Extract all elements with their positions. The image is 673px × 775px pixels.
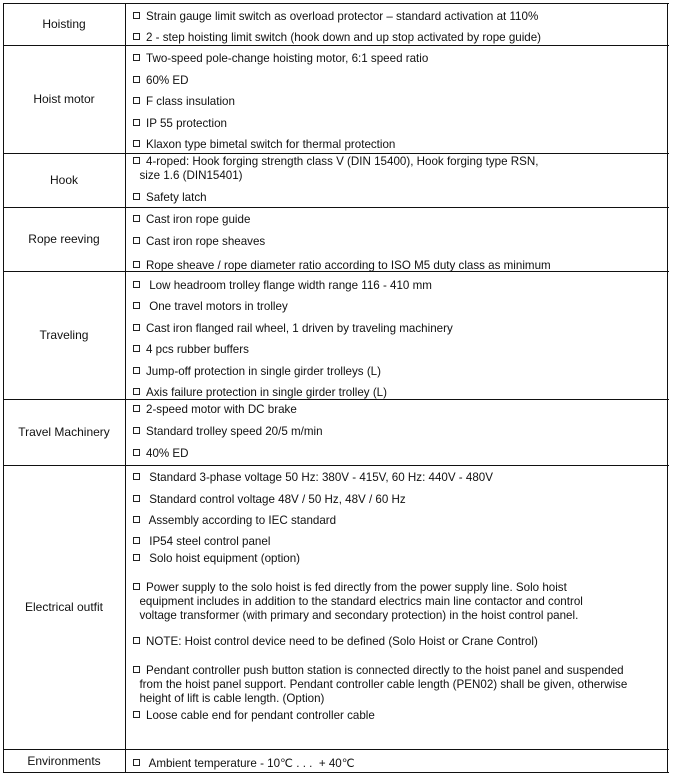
list-item xyxy=(133,343,663,357)
checkbox-square-icon xyxy=(133,637,140,644)
list-item xyxy=(133,52,663,66)
item-text: Rope sheave / rope diameter ratio according to ISO M5 duty class as minimum xyxy=(146,259,551,272)
item-text: 40% ED xyxy=(146,447,189,460)
row-divider xyxy=(3,271,669,272)
checkbox-square-icon xyxy=(133,427,140,434)
item-list xyxy=(127,465,669,749)
item-text: Standard trolley speed 20/5 m/min xyxy=(146,425,323,438)
checkbox-square-icon xyxy=(133,157,140,164)
list-item xyxy=(133,493,663,507)
table-row xyxy=(3,465,669,749)
category-label: Hoist motor xyxy=(33,92,95,106)
list-item xyxy=(133,191,663,205)
column-divider xyxy=(667,3,668,773)
spec-table xyxy=(3,3,669,773)
column-divider xyxy=(125,3,126,773)
list-item xyxy=(133,447,663,461)
item-text: Cast iron rope guide xyxy=(146,213,251,226)
row-divider xyxy=(3,399,669,400)
table-row xyxy=(3,399,669,465)
checkbox-square-icon xyxy=(133,537,140,544)
checkbox-square-icon xyxy=(133,302,140,309)
list-item xyxy=(133,425,663,439)
item-text: F class insulation xyxy=(146,95,235,108)
table-row xyxy=(3,45,669,153)
checkbox-square-icon xyxy=(133,405,140,412)
list-item xyxy=(133,581,663,623)
category-label: Rope reeving xyxy=(28,232,100,246)
list-item xyxy=(133,117,663,131)
table-row xyxy=(3,749,669,773)
checkbox-square-icon xyxy=(133,215,140,222)
list-item xyxy=(133,664,663,706)
item-text: Standard 3-phase voltage 50 Hz: 380V - 415V, 60 Hz: 440V - 480V xyxy=(146,471,493,484)
item-list xyxy=(127,3,669,45)
checkbox-square-icon xyxy=(133,76,140,83)
list-item xyxy=(133,709,663,723)
list-item xyxy=(133,514,663,528)
category-label: Environments xyxy=(27,754,101,768)
category-label: Travel Machinery xyxy=(18,425,110,439)
item-text: Ambient temperature - 10℃ . . . + 40℃ xyxy=(146,757,355,770)
item-text: One travel motors in trolley xyxy=(146,300,288,313)
row-divider xyxy=(3,3,669,4)
item-text: 4 pcs rubber buffers xyxy=(146,343,249,356)
item-text: Strain gauge limit switch as overload protector – standard activation at 110% xyxy=(146,10,539,23)
item-text: Power supply to the solo hoist is fed directly from the power supply line. Solo hoist equipment includes in addition to the standard electrics main line contactor and control voltage transformer (with primary and secondary protection) in the hoist control panel. xyxy=(139,581,583,622)
list-item xyxy=(133,95,663,109)
item-text: Safety latch xyxy=(146,191,207,204)
list-item xyxy=(133,552,663,566)
table-row xyxy=(3,207,669,271)
category-label: Hoisting xyxy=(42,17,86,31)
checkbox-square-icon xyxy=(133,324,140,331)
list-item xyxy=(133,155,663,183)
list-item xyxy=(133,757,663,771)
item-text: IP54 steel control panel xyxy=(146,535,271,548)
item-text: 2 - step hoisting limit switch (hook down and up stop activated by rope guide) xyxy=(146,31,542,44)
list-item xyxy=(133,31,663,45)
checkbox-square-icon xyxy=(133,554,140,561)
item-text: Axis failure protection in single girder trolley (L) xyxy=(146,386,387,399)
table-row xyxy=(3,153,669,207)
row-divider xyxy=(3,465,669,466)
list-item xyxy=(133,322,663,336)
list-item xyxy=(133,279,663,293)
checkbox-square-icon xyxy=(133,516,140,523)
list-item xyxy=(133,635,663,649)
checkbox-square-icon xyxy=(133,193,140,200)
checkbox-square-icon xyxy=(133,495,140,502)
item-text: Low headroom trolley flange width range 116 - 410 mm xyxy=(146,279,432,292)
category-label: Electrical outfit xyxy=(24,600,104,614)
checkbox-square-icon xyxy=(133,449,140,456)
list-item xyxy=(133,235,663,249)
item-text: Loose cable end for pendant controller cable xyxy=(146,709,375,722)
list-item xyxy=(133,10,663,24)
checkbox-square-icon xyxy=(133,759,140,766)
item-text: Assembly according to IEC standard xyxy=(146,514,337,527)
row-divider xyxy=(3,749,669,750)
row-divider xyxy=(3,45,669,46)
row-divider xyxy=(3,153,669,154)
item-text: Cast iron flanged rail wheel, 1 driven by traveling machinery xyxy=(146,322,453,335)
table-row xyxy=(3,3,669,45)
checkbox-square-icon xyxy=(133,666,140,673)
list-item xyxy=(133,403,663,417)
row-divider xyxy=(3,207,669,208)
item-text: NOTE: Hoist control device need to be defined (Solo Hoist or Crane Control) xyxy=(146,635,538,648)
item-text: 4-roped: Hook forging strength class V (DIN 15400), Hook forging type RSN, size 1.6 (DIN15401) xyxy=(139,155,539,182)
row-divider xyxy=(3,772,669,773)
item-list xyxy=(127,271,669,399)
item-text: Pendant controller push button station is connected directly to the hoist panel and suspended from the hoist panel support. Pendant controller cable length (PEN02) shall be given, otherwise height of lift is cable length. (Option) xyxy=(139,664,628,705)
checkbox-square-icon xyxy=(133,473,140,480)
checkbox-square-icon xyxy=(133,237,140,244)
list-item xyxy=(133,471,663,485)
item-text: Cast iron rope sheaves xyxy=(146,235,266,248)
item-text: Standard control voltage 48V / 50 Hz, 48V / 60 Hz xyxy=(146,493,406,506)
item-text: 60% ED xyxy=(146,74,189,87)
item-text: 2-speed motor with DC brake xyxy=(146,403,297,416)
column-divider xyxy=(3,3,4,773)
checkbox-square-icon xyxy=(133,12,140,19)
item-text: Klaxon type bimetal switch for thermal protection xyxy=(146,138,396,151)
checkbox-square-icon xyxy=(133,97,140,104)
item-text: IP 55 protection xyxy=(146,117,227,130)
item-list xyxy=(127,749,669,773)
item-list xyxy=(127,207,669,271)
checkbox-square-icon xyxy=(133,345,140,352)
item-text: Solo hoist equipment (option) xyxy=(146,552,301,565)
list-item xyxy=(133,74,663,88)
item-text: Two-speed pole-change hoisting motor, 6:1 speed ratio xyxy=(146,52,429,65)
checkbox-square-icon xyxy=(133,711,140,718)
item-list xyxy=(127,399,669,465)
item-list xyxy=(127,153,669,207)
checkbox-square-icon xyxy=(133,119,140,126)
category-label: Hook xyxy=(49,173,78,187)
checkbox-square-icon xyxy=(133,140,140,147)
checkbox-square-icon xyxy=(133,54,140,61)
list-item xyxy=(133,138,663,152)
item-text: Jump-off protection in single girder trolleys (L) xyxy=(146,365,381,378)
list-item xyxy=(133,386,663,400)
checkbox-square-icon xyxy=(133,367,140,374)
checkbox-square-icon xyxy=(133,33,140,40)
checkbox-square-icon xyxy=(133,261,140,268)
checkbox-square-icon xyxy=(133,388,140,395)
list-item xyxy=(133,535,663,549)
list-item xyxy=(133,213,663,227)
list-item xyxy=(133,365,663,379)
list-item xyxy=(133,300,663,314)
checkbox-square-icon xyxy=(133,583,140,590)
checkbox-square-icon xyxy=(133,281,140,288)
category-label: Traveling xyxy=(39,328,89,342)
table-row xyxy=(3,271,669,399)
item-list xyxy=(127,45,669,153)
